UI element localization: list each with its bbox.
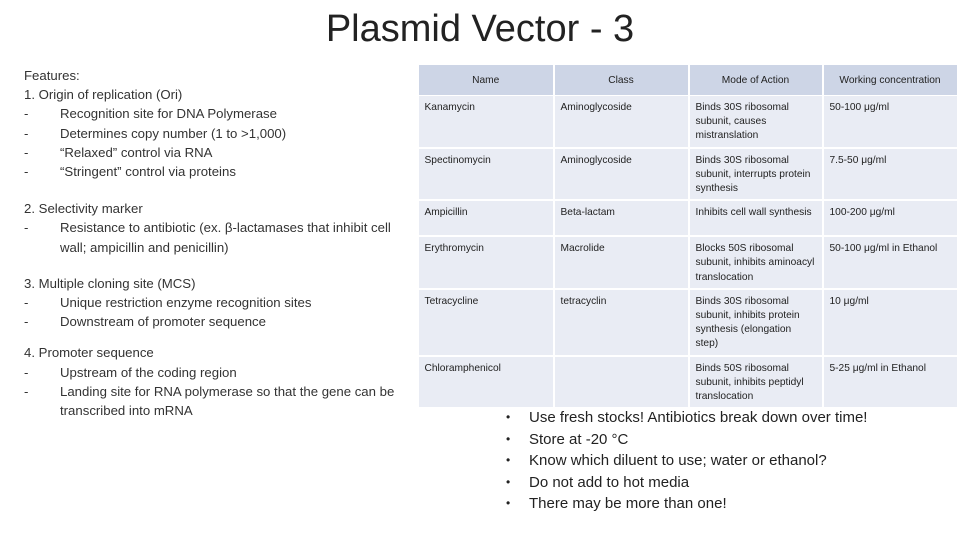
dash-marker: - bbox=[24, 125, 29, 141]
bullet-dot-icon: • bbox=[506, 496, 511, 511]
table-row bbox=[419, 200, 958, 236]
tip-text: There may be more than one! bbox=[529, 495, 727, 513]
cell-concentration: 5-25 μg/ml in Ethanol bbox=[823, 356, 958, 409]
cell-name: Erythromycin bbox=[419, 236, 554, 289]
dash-marker: - bbox=[24, 106, 29, 122]
cell-mode: Blocks 50S ribosomal subunit, inhibits aminoacyl translocation bbox=[689, 236, 823, 289]
cell-class: Aminoglycoside bbox=[554, 96, 689, 148]
list-item bbox=[24, 312, 414, 331]
tip-text: Use fresh stocks! Antibiotics break down over time! bbox=[529, 409, 868, 426]
column-header-class: Class bbox=[554, 65, 689, 96]
table-row bbox=[419, 236, 958, 289]
features-block-3 bbox=[24, 274, 414, 332]
bullet-text: Landing site for RNA polymerase so that the gene can be transcribed into mRNA bbox=[60, 383, 395, 419]
table-row bbox=[419, 289, 958, 356]
features-block-4 bbox=[24, 343, 414, 420]
bullet-text: “Stringent” control via proteins bbox=[60, 164, 236, 180]
cell-name: Chloramphenicol bbox=[419, 356, 554, 409]
section-title-promoter: 4. Promoter sequence bbox=[24, 345, 154, 361]
bullet-text: “Relaxed” control via RNA bbox=[60, 144, 213, 160]
dash-marker: - bbox=[24, 144, 29, 160]
cell-name: Kanamycin bbox=[419, 96, 554, 148]
list-item bbox=[506, 450, 867, 472]
tips-list bbox=[506, 407, 867, 515]
bullet-dot-icon: • bbox=[506, 410, 511, 424]
list-item bbox=[506, 493, 867, 515]
section-title-marker: 2. Selectivity marker bbox=[24, 201, 143, 217]
list-item bbox=[24, 218, 414, 256]
bullet-dot-icon: • bbox=[506, 431, 511, 446]
tip-text: Know which diluent to use; water or ethanol? bbox=[529, 452, 827, 470]
table-row bbox=[419, 148, 958, 201]
dash-marker: - bbox=[24, 383, 29, 399]
list-item bbox=[506, 407, 867, 429]
cell-name: Tetracycline bbox=[419, 289, 554, 356]
dash-marker: - bbox=[24, 295, 29, 311]
section-title-ori: 1. Origin of replication (Ori) bbox=[24, 87, 183, 103]
list-item bbox=[24, 382, 414, 420]
tip-text: Do not add to hot media bbox=[529, 473, 690, 491]
features-block-2 bbox=[24, 199, 414, 257]
bullet-text: Upstream of the coding region bbox=[60, 364, 237, 380]
list-item bbox=[506, 429, 867, 451]
dash-marker: - bbox=[24, 364, 29, 380]
list-item bbox=[24, 143, 414, 162]
list-item bbox=[506, 472, 867, 494]
slide-title: Plasmid Vector - 3 bbox=[325, 8, 635, 50]
cell-name: Spectinomycin bbox=[419, 148, 554, 201]
features-block-1 bbox=[24, 66, 414, 181]
cell-mode: Inhibits cell wall synthesis bbox=[689, 200, 823, 236]
list-item bbox=[24, 162, 414, 181]
table-header-row bbox=[419, 65, 958, 96]
cell-mode: Binds 50S ribosomal subunit, inhibits peptidyl translocation bbox=[689, 356, 823, 409]
cell-mode: Binds 30S ribosomal subunit, inhibits protein synthesis (elongation step) bbox=[689, 289, 823, 356]
table-row bbox=[419, 96, 958, 148]
cell-mode: Binds 30S ribosomal subunit, interrupts protein synthesis bbox=[689, 148, 823, 201]
cell-concentration: 10 μg/ml bbox=[823, 289, 958, 356]
bullet-dot-icon: • bbox=[506, 474, 511, 489]
features-heading: Features: bbox=[24, 68, 80, 83]
list-item bbox=[24, 104, 414, 123]
features-panel bbox=[24, 66, 414, 420]
cell-class: Beta-lactam bbox=[554, 200, 689, 236]
cell-concentration: 100-200 μg/ml bbox=[823, 200, 958, 236]
cell-concentration: 7.5-50 μg/ml bbox=[823, 148, 958, 201]
tip-text: Store at -20 °C bbox=[529, 430, 629, 448]
column-header-name: Name bbox=[419, 65, 554, 96]
cell-class: Aminoglycoside bbox=[554, 148, 689, 201]
table-row bbox=[419, 356, 958, 409]
bullet-text: Determines copy number (1 to >1,000) bbox=[60, 125, 287, 141]
bullet-text: Unique restriction enzyme recognition sites bbox=[60, 295, 312, 311]
cell-class: tetracyclin bbox=[554, 289, 689, 356]
dash-marker: - bbox=[24, 220, 29, 236]
cell-mode: Binds 30S ribosomal subunit, causes mistranslation bbox=[689, 96, 823, 148]
section-title-mcs: 3. Multiple cloning site (MCS) bbox=[24, 275, 196, 291]
dash-marker: - bbox=[24, 164, 29, 180]
cell-class: Macrolide bbox=[554, 236, 689, 289]
list-item bbox=[24, 363, 414, 382]
bullet-text: Resistance to antibiotic (ex. β-lactamases that inhibit cell wall; ampicillin and penicillin) bbox=[60, 220, 391, 255]
list-item bbox=[24, 124, 414, 143]
list-item bbox=[24, 293, 414, 312]
cell-name: Ampicillin bbox=[419, 200, 554, 236]
cell-concentration: 50-100 μg/ml bbox=[823, 96, 958, 148]
bullet-text: Downstream of promoter sequence bbox=[60, 314, 266, 330]
cell-class bbox=[554, 356, 689, 409]
bullet-dot-icon: • bbox=[506, 453, 511, 468]
column-header-mode: Mode of Action bbox=[689, 65, 823, 96]
cell-concentration: 50-100 μg/ml in Ethanol bbox=[823, 236, 958, 289]
dash-marker: - bbox=[24, 314, 29, 330]
antibiotics-table bbox=[418, 64, 959, 409]
column-header-concentration: Working concentration bbox=[823, 65, 958, 96]
bullet-text: Recognition site for DNA Polymerase bbox=[60, 106, 277, 122]
